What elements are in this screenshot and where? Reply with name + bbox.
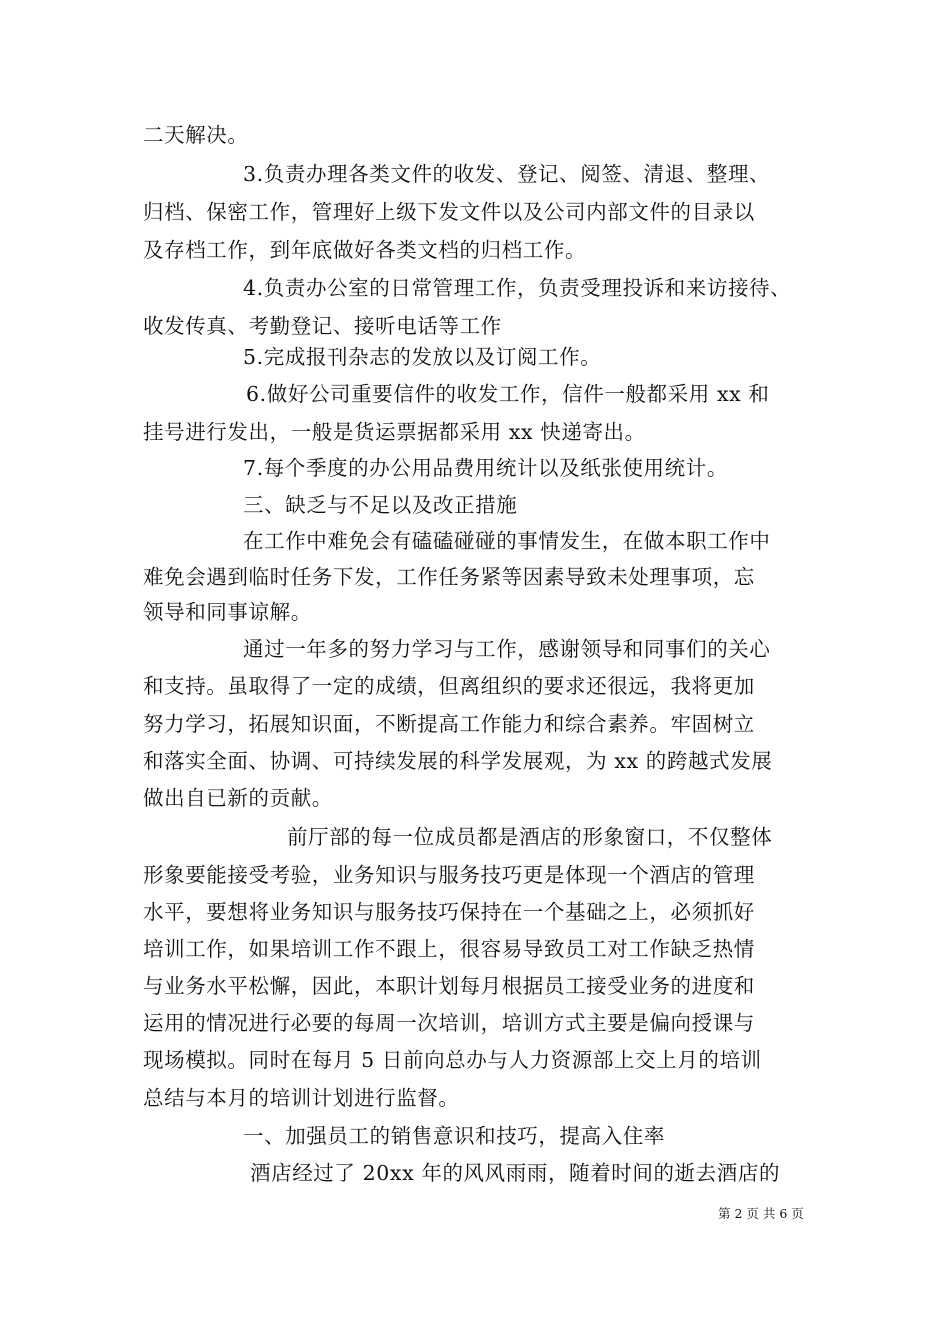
text-line: 总结与本月的培训计划进行监督。 (143, 1086, 460, 1110)
text-line: 通过一年多的努力学习与工作，感谢领导和同事们的关心 (243, 637, 771, 661)
text-line: 归档、保密工作，管理好上级下发文件以及公司内部文件的目录以 (143, 200, 755, 224)
text-line: 在工作中难免会有磕磕碰碰的事情发生，在做本职工作中 (243, 529, 771, 553)
text-line: 4.负责办公室的日常管理工作，负责受理投诉和来访接待、 (243, 276, 792, 300)
text-line: 3.负责办理各类文件的收发、登记、阅签、清退、整理、 (243, 162, 771, 186)
text-line: 7.每个季度的办公用品费用统计以及纸张使用统计。 (243, 456, 728, 480)
text-line: 收发传真、考勤登记、接听电话等工作 (143, 314, 502, 338)
text-line: 现场模拟。同时在每月 5 日前向总办与人力资源部上交上月的培训 (143, 1048, 762, 1072)
text-line: 与业务水平松懈，因此，本职计划每月根据员工接受业务的进度和 (143, 974, 755, 998)
text-line: 培训工作，如果培训工作不跟上，很容易导致员工对工作缺乏热情 (143, 937, 755, 961)
text-line: 难免会遇到临时任务下发，工作任务紧等因素导致未处理事项，忘 (143, 565, 755, 589)
section-heading: 一、加强员工的销售意识和技巧，提高入住率 (243, 1124, 665, 1148)
text-line: 和支持。虽取得了一定的成绩，但离组织的要求还很远，我将更加 (143, 674, 755, 698)
text-line: 努力学习，拓展知识面，不断提高工作能力和综合素养。牢固树立 (143, 712, 755, 736)
text-line: 形象要能接受考验，业务知识与服务技巧更是体现一个酒店的管理 (143, 863, 755, 887)
text-line: 水平，要想将业务知识与服务技巧保持在一个基础之上，必须抓好 (143, 900, 755, 924)
text-line: 和落实全面、协调、可持续发展的科学发展观，为 xx 的跨越式发展 (143, 749, 773, 773)
text-line: 挂号进行发出，一般是货运票据都采用 xx 快递寄出。 (143, 420, 646, 444)
text-line: 做出自已新的贡献。 (143, 786, 333, 810)
page-number-footer: 第 2 页 共 6 页 (718, 1206, 804, 1221)
text-line: 6.做好公司重要信件的收发工作，信件一般都采用 xx 和 (246, 382, 770, 406)
text-line: 酒店经过了 20xx 年的风风雨雨，随着时间的逝去酒店的 (250, 1161, 781, 1185)
text-line: 领导和同事谅解。 (143, 600, 312, 624)
section-heading: 三、缺乏与不足以及改正措施 (243, 493, 518, 517)
text-line: 及存档工作，到年底做好各类文档的归档工作。 (143, 238, 587, 262)
text-line: 5.完成报刊杂志的发放以及订阅工作。 (243, 345, 602, 369)
text-line: 前厅部的每一位成员都是酒店的形象窗口，不仅整体 (287, 825, 773, 849)
text-line: 二天解决。 (143, 123, 249, 147)
text-line: 运用的情况进行必要的每周一次培训，培训方式主要是偏向授课与 (143, 1011, 755, 1035)
